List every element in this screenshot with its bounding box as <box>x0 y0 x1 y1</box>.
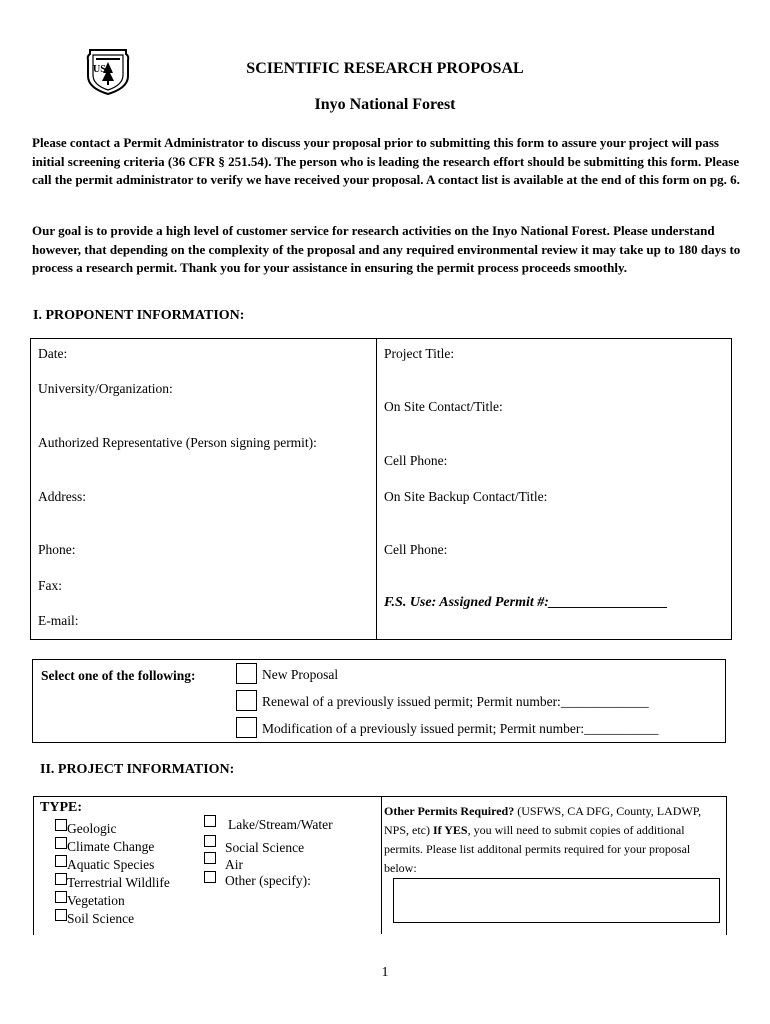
phone-field[interactable]: Phone: <box>38 542 76 557</box>
other-specify-checkbox[interactable] <box>204 871 216 883</box>
lake-stream-water-checkbox[interactable] <box>204 815 216 827</box>
climate-change-checkbox[interactable] <box>55 837 67 849</box>
new-proposal-checkbox[interactable] <box>236 663 257 684</box>
aquatic-species-label: Aquatic Species <box>67 857 155 872</box>
intro-paragraph-2: Our goal is to provide a high level of customer service for research activities on the Inyo National Forest. Please understand however, that depending on the complexity of the proposal and any required environmental review it may take up to 180 days to process a research permit. Thank you for your assistance in ensuring the permit process proceeds smoothly. <box>32 223 741 275</box>
other-permits-detail: , you will need to submit copies of additional permits. Please list additonal permits required for your proposal below: <box>384 823 691 875</box>
renewal-checkbox[interactable] <box>236 690 257 711</box>
date-field[interactable]: Date: <box>38 346 68 361</box>
climate-change-label: Climate Change <box>67 839 155 854</box>
other-permits-if-yes: If YES <box>433 823 468 837</box>
other-permits-input[interactable] <box>393 878 720 923</box>
page-subtitle: Inyo National Forest <box>314 96 456 113</box>
type-label: TYPE: <box>40 800 82 815</box>
terrestrial-wildlife-checkbox[interactable] <box>55 873 67 885</box>
modification-checkbox[interactable] <box>236 717 257 738</box>
university-field[interactable]: University/Organization: <box>38 381 173 396</box>
proponent-info-divider <box>376 338 377 639</box>
social-science-label: Social Science <box>225 840 305 855</box>
other-permits-instructions <box>384 802 724 878</box>
geologic-checkbox[interactable] <box>55 819 67 831</box>
aquatic-species-checkbox[interactable] <box>55 855 67 867</box>
onsite-contact-field[interactable]: On Site Contact/Title: <box>384 399 503 414</box>
email-field[interactable]: E-mail: <box>38 613 79 628</box>
social-science-checkbox[interactable] <box>204 835 216 847</box>
vegetation-checkbox[interactable] <box>55 891 67 903</box>
logo-text: US <box>93 64 106 75</box>
soil-science-label: Soil Science <box>67 911 135 926</box>
soil-science-checkbox[interactable] <box>55 909 67 921</box>
new-proposal-label: New Proposal <box>262 667 339 682</box>
cell-phone-field-2[interactable]: Cell Phone: <box>384 542 448 557</box>
lake-stream-water-label: Lake/Stream/Water <box>228 817 333 832</box>
modification-label: Modification of a previously issued permit; Permit number:___________ <box>262 721 659 736</box>
renewal-label: Renewal of a previously issued permit; Permit number:_____________ <box>262 694 649 709</box>
fax-field[interactable]: Fax: <box>38 578 63 593</box>
address-field[interactable]: Address: <box>38 489 86 504</box>
cell-phone-field-1[interactable]: Cell Phone: <box>384 453 448 468</box>
fs-use-permit-field: F.S. Use: Assigned Permit #:_________________ <box>384 595 668 610</box>
air-checkbox[interactable] <box>204 852 216 864</box>
terrestrial-wildlife-label: Terrestrial Wildlife <box>67 875 170 890</box>
other-permits-agencies: (USFWS, CA DFG, County, LADWP, NPS, etc) <box>384 804 702 837</box>
onsite-backup-field[interactable]: On Site Backup Contact/Title: <box>384 489 548 504</box>
page-title: SCIENTIFIC RESEARCH PROPOSAL <box>246 60 524 77</box>
project-info-divider <box>381 796 382 934</box>
geologic-label: Geologic <box>67 821 117 836</box>
intro-paragraph-1: Please contact a Permit Administrator to discuss your proposal prior to submitting this form to assure your project will pass initial screening criteria (36 CFR § 251.54). The person who is leading the research effort should be submitting this form. Please call the permit administrator to verify we have received your proposal. A contact list is available at the end of this form on pg. 6. <box>32 135 740 187</box>
select-label: Select one of the following: <box>41 668 196 683</box>
page-number: 1 <box>381 965 389 980</box>
vegetation-label: Vegetation <box>67 893 125 908</box>
project-title-field[interactable]: Project Title: <box>384 346 455 361</box>
authorized-rep-field[interactable]: Authorized Representative (Person signing permit): <box>38 435 317 450</box>
air-label: Air <box>225 857 243 872</box>
section-2-heading: II. PROJECT INFORMATION: <box>40 762 235 777</box>
section-1-heading: I. PROPONENT INFORMATION: <box>33 308 245 323</box>
other-specify-label: Other (specify): <box>225 873 311 888</box>
other-permits-question: Other Permits Required? <box>384 804 515 818</box>
